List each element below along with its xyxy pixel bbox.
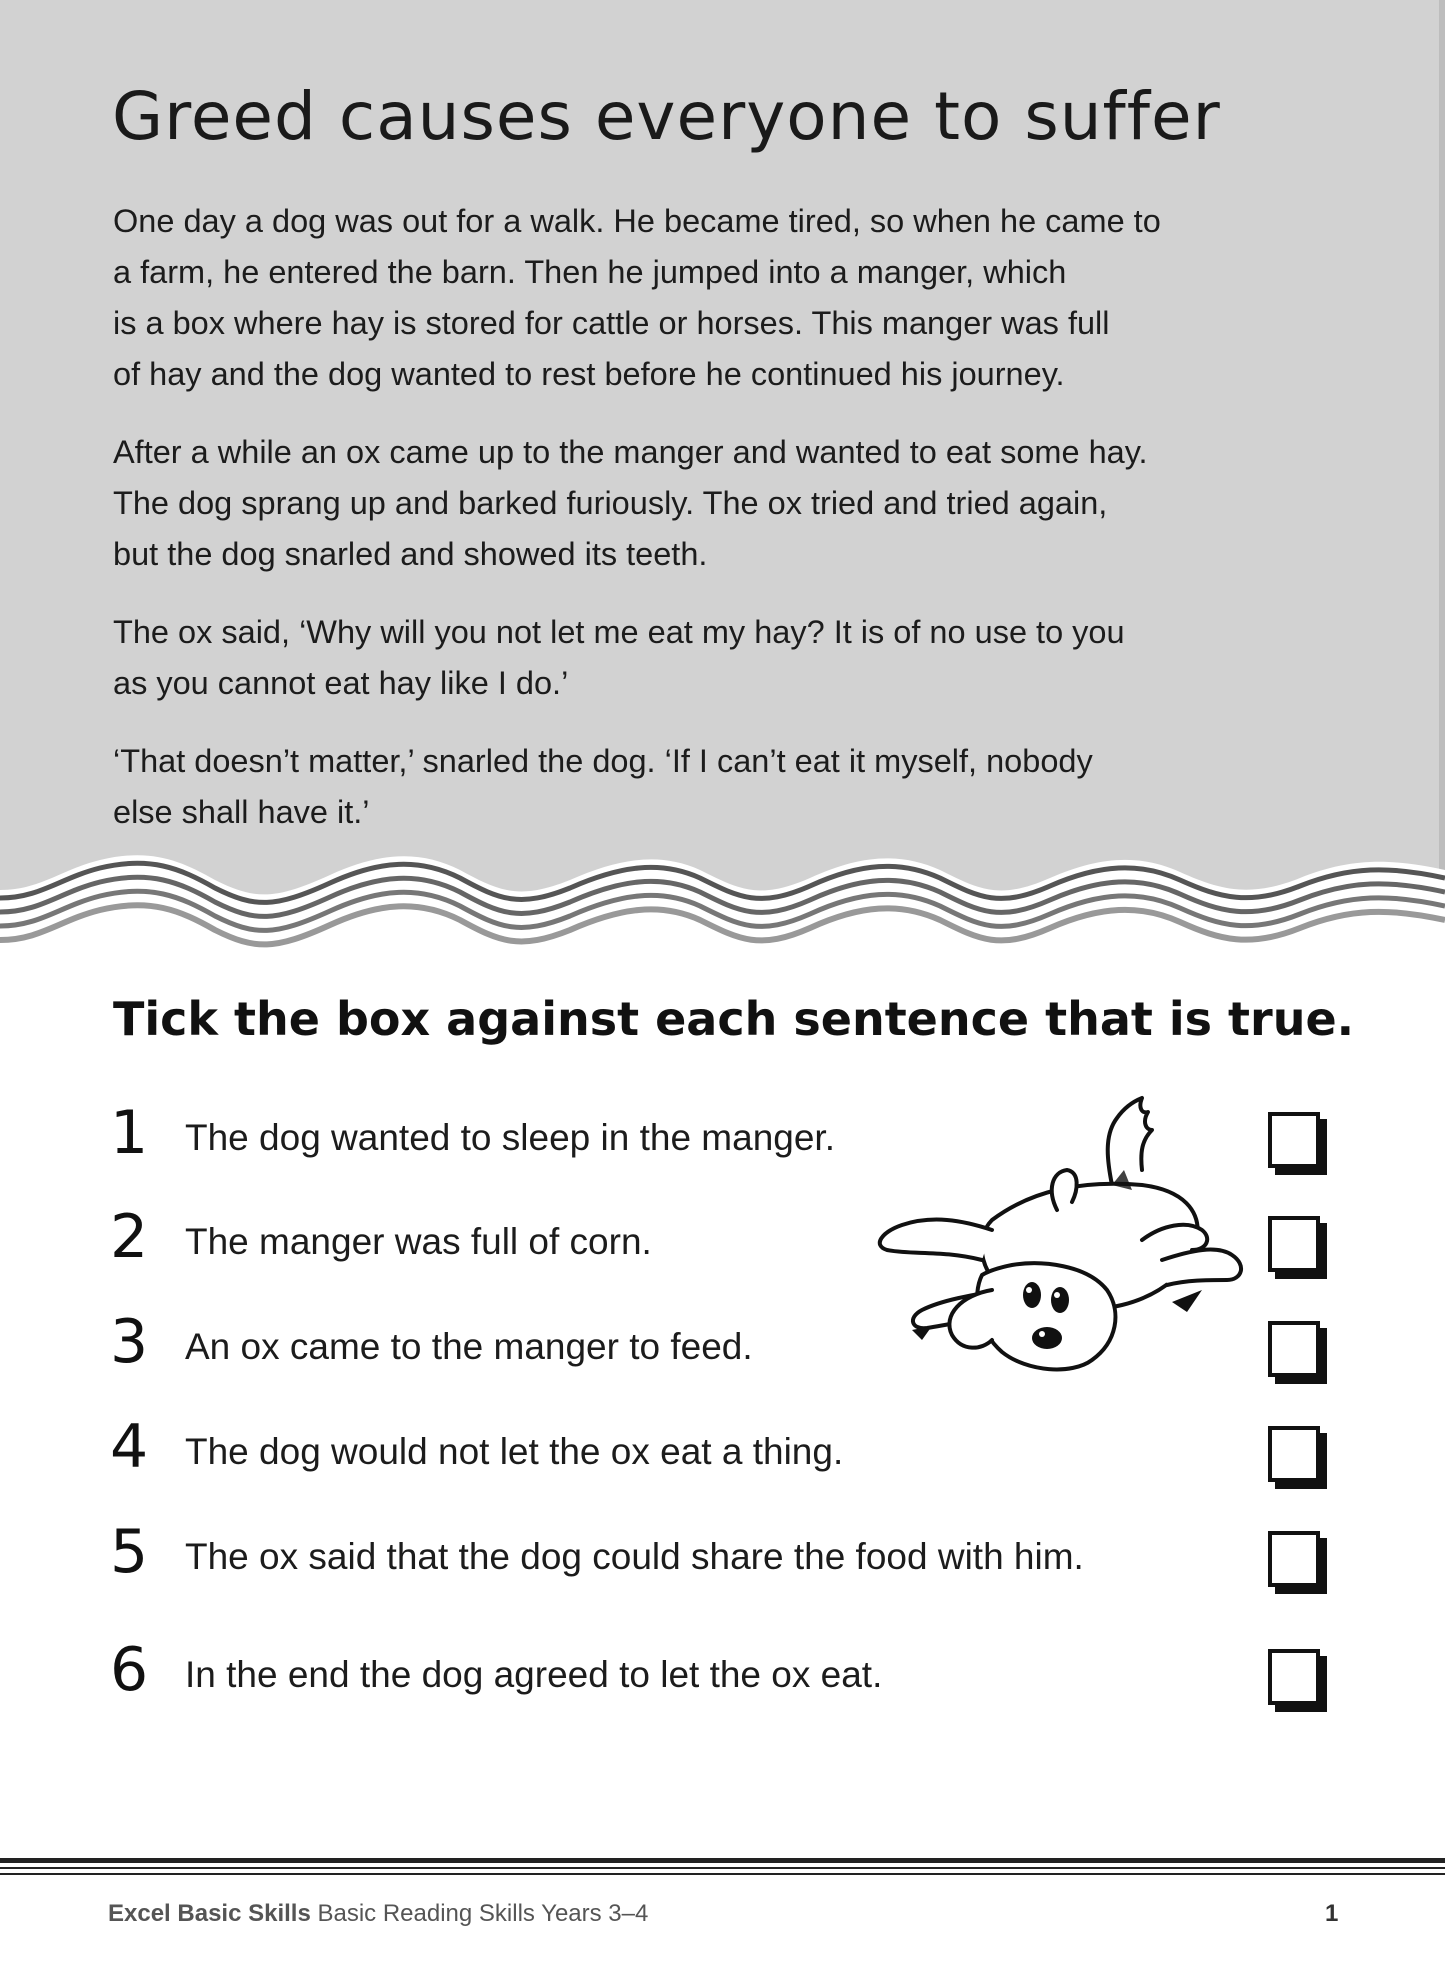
story-paragraph-4: ‘That doesn’t matter,’ snarled the dog. ‘If I can’t eat it myself, nobody else shall have it.’ bbox=[113, 743, 1093, 830]
dog-lying-on-back-icon bbox=[842, 1090, 1262, 1390]
question-item-4 bbox=[0, 1412, 1445, 1492]
footer-book-title: Basic Reading Skills Years 3–4 bbox=[317, 1900, 649, 1927]
question-item-5 bbox=[0, 1517, 1445, 1597]
question-number: 3 bbox=[110, 1307, 149, 1377]
story-paragraph-1: One day a dog was out for a walk. He became tired, so when he came to a farm, he entered the barn. Then he jumped into a manger, which is a box where hay is stored for cattle or horses. This manger was full of hay and the dog wanted to rest before he continued his journey. bbox=[113, 203, 1161, 392]
instruction-heading: Tick the box against each sentence that is true. bbox=[113, 992, 1355, 1046]
footer-rule-thick bbox=[0, 1858, 1445, 1863]
tick-checkbox-2[interactable] bbox=[1268, 1216, 1320, 1272]
question-number: 5 bbox=[110, 1517, 149, 1587]
footer-rule-mid bbox=[0, 1867, 1445, 1869]
tick-checkbox-3[interactable] bbox=[1268, 1321, 1320, 1377]
question-sentence: An ox came to the manger to feed. bbox=[185, 1326, 753, 1367]
question-number: 6 bbox=[110, 1635, 149, 1705]
question-item-6 bbox=[0, 1635, 1445, 1715]
question-sentence: The ox said that the dog could share the food with him. bbox=[185, 1536, 1084, 1577]
question-number: 1 bbox=[110, 1098, 149, 1168]
question-sentence: The dog wanted to sleep in the manger. bbox=[185, 1117, 835, 1158]
question-sentence: In the end the dog agreed to let the ox eat. bbox=[185, 1654, 883, 1695]
page-number: 1 bbox=[1325, 1900, 1339, 1927]
question-number: 4 bbox=[110, 1412, 149, 1482]
page-title: Greed causes everyone to suffer bbox=[112, 78, 1221, 155]
story-paragraph-2: After a while an ox came up to the manger and wanted to eat some hay. The dog sprang up and barked furiously. The ox tried and tried again, but the dog snarled and showed its teeth. bbox=[113, 434, 1148, 572]
footer-brand: Excel Basic Skills bbox=[108, 1900, 311, 1927]
footer bbox=[108, 1900, 648, 1928]
tick-checkbox-4[interactable] bbox=[1268, 1426, 1320, 1482]
tick-checkbox-6[interactable] bbox=[1268, 1649, 1320, 1705]
question-sentence: The dog would not let the ox eat a thing. bbox=[185, 1431, 844, 1472]
wave-divider bbox=[0, 840, 1445, 980]
tick-checkbox-1[interactable] bbox=[1268, 1112, 1320, 1168]
story-text bbox=[113, 196, 1353, 865]
story-paragraph-3: The ox said, ‘Why will you not let me eat my hay? It is of no use to you as you cannot eat hay like I do.’ bbox=[113, 614, 1125, 701]
tick-checkbox-5[interactable] bbox=[1268, 1531, 1320, 1587]
story-panel bbox=[0, 0, 1445, 975]
panel-edge bbox=[1439, 0, 1445, 975]
footer-rule-thin bbox=[0, 1873, 1445, 1875]
question-number: 2 bbox=[110, 1202, 149, 1272]
question-sentence: The manger was full of corn. bbox=[185, 1221, 652, 1262]
